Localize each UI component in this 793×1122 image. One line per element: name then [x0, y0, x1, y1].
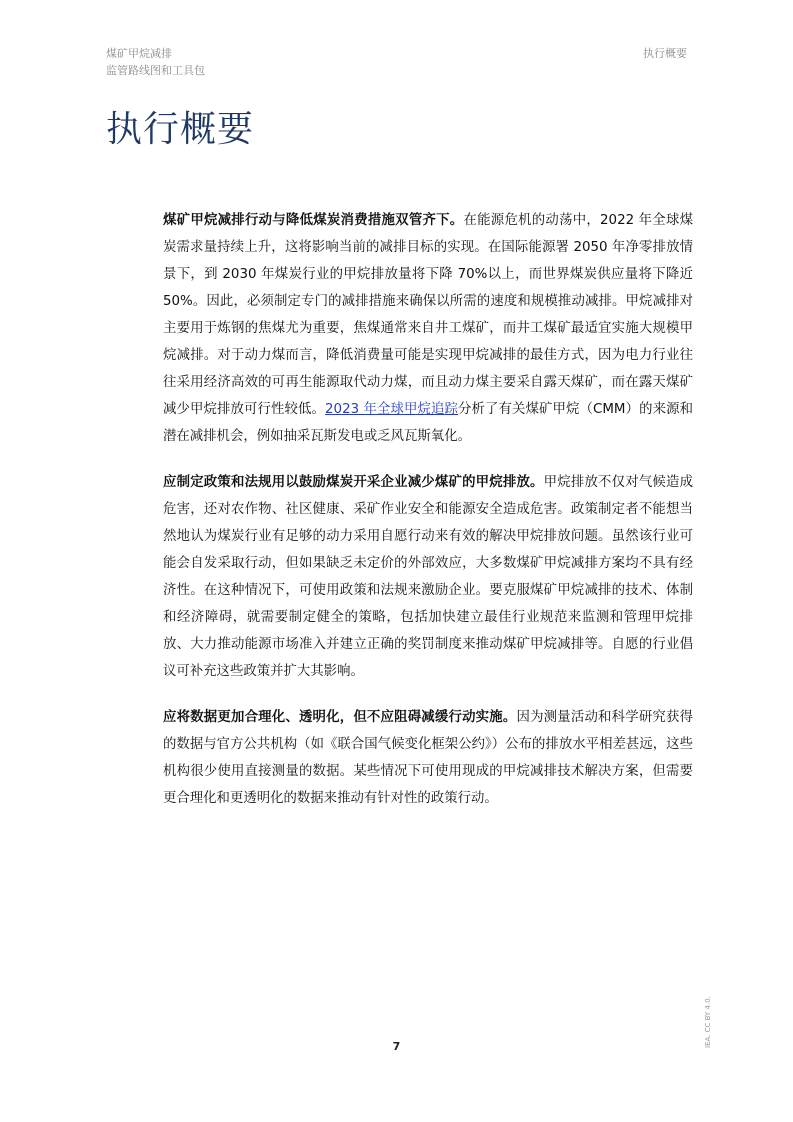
header-section-name: 执行概要	[643, 47, 687, 60]
paragraph-text: 在能源危机的动荡中，2022 年全球煤炭需求量持续上升，这将影响当前的减排目标的实现。在国际能源署 2050 年净零排放情景下，到 2030 年煤炭行业的甲烷排放量将下降 70%以上，而世界煤炭供应量将下降近 50%。因此，必须制定专门的减排措施来确保以所需的速度和规模推动减排。甲烷减排对主要用于炼钢的焦煤尤为重要，焦煤通常来自井工煤矿，而井工煤矿最适宜实施大规模甲烷减排。对于动力煤而言，降低消费量可能是实现甲烷减排的最佳方式，因为电力行业往往采用经济高效的可再生能源取代动力煤，而且动力煤主要采自露天煤矿，而在露天煤矿减少甲烷排放可行性较低。	[163, 213, 694, 417]
global-methane-tracker-link[interactable]: 2023 年全球甲烷追踪	[325, 402, 458, 417]
page-title: 执行概要	[106, 109, 255, 150]
header-report-title: 煤矿甲烷减排	[106, 47, 172, 60]
paragraph-lead: 应制定政策和法规用以鼓励煤炭开采企业减少煤矿的甲烷排放。	[163, 475, 544, 490]
paragraph-lead: 应将数据更加合理化、透明化，但不应阻碍减缓行动实施。	[163, 710, 517, 725]
license-credit: IEA. CC BY 4.0.	[704, 996, 712, 1048]
page-number: 7	[392, 1040, 401, 1053]
body-content	[163, 207, 693, 831]
paragraph-lead: 煤矿甲烷减排行动与降低煤炭消费措施双管齐下。	[163, 213, 464, 228]
paragraph-data	[163, 704, 693, 812]
paragraph-coal-demand	[163, 207, 693, 450]
paragraph-text: 甲烷排放不仅对气候造成危害，还对农作物、社区健康、采矿作业安全和能源安全造成危害。政策制定者不能想当然地认为煤炭行业有足够的动力采用自愿行动来有效的解决甲烷排放问题。虽然该行业可能会自发采取行动，但如果缺乏未定价的外部效应，大多数煤矿甲烷减排方案均不具有经济性。在这种情况下，可使用政策和法规来激励企业。要克服煤矿甲烷减排的技术、体制和经济障碍，就需要制定健全的策略，包括加快建立最佳行业规范来监测和管理甲烷排放、大力推动能源市场准入并建立正确的奖罚制度来推动煤矿甲烷减排等。自愿的行业倡议可补充这些政策并扩大其影响。	[163, 475, 694, 679]
running-header	[106, 45, 205, 79]
paragraph-policy	[163, 469, 693, 685]
header-report-subtitle: 监管路线图和工具包	[106, 64, 205, 77]
paragraph-text-continued: 分析了有关煤矿甲烷（CMM）的来源和潜在减排机会，例如抽采瓦斯发电或乏风瓦斯氧化。	[163, 402, 693, 444]
paragraph-text: 因为测量活动和科学研究获得的数据与官方公共机构（如《联合国气候变化框架公约》）公布的排放水平相差甚远，这些机构很少使用直接测量的数据。某些情况下可使用现成的甲烷减排技术解决方案，但需要更合理化和更透明化的数据来推动有针对性的政策行动。	[163, 710, 693, 806]
